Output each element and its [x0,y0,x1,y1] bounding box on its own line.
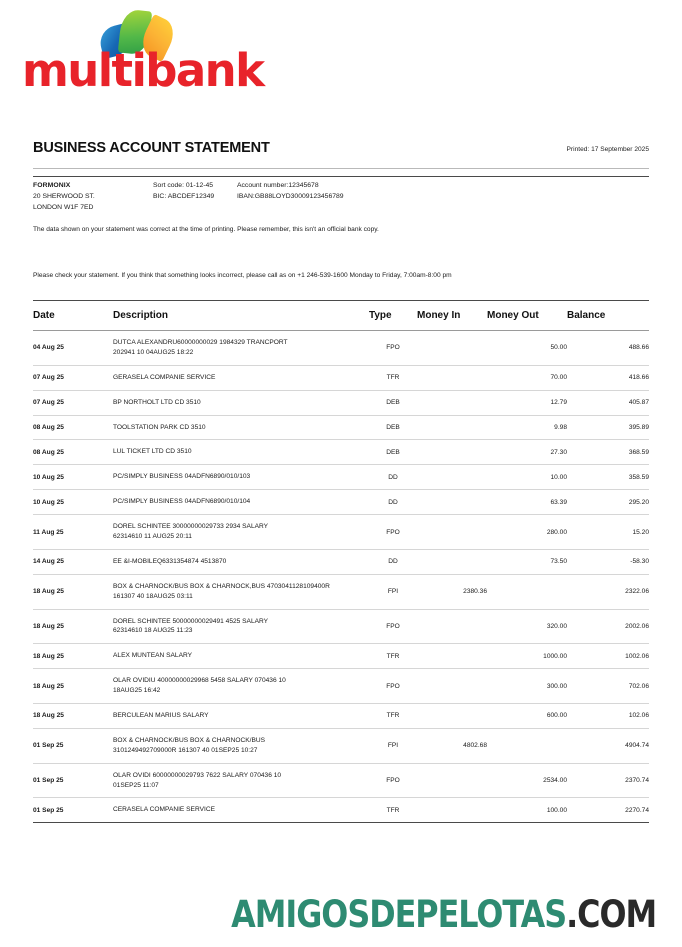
cell-money-in [417,440,487,465]
cell-balance: 2370.74 [567,763,649,798]
table-row [33,549,649,574]
cell-date: 11 Aug 25 [33,515,113,550]
cell-money-in [417,390,487,415]
cell-description [113,415,369,440]
cell-balance: 295.20 [567,490,649,515]
cell-money-in [417,704,487,729]
cell-money-out: 73.50 [487,549,567,574]
cell-type: FPO [369,609,417,644]
table-header [33,301,649,331]
cell-date: 04 Aug 25 [33,331,113,366]
cell-balance: 2002.06 [567,609,649,644]
cell-type: TFR [369,644,417,669]
table-row [33,574,649,609]
cell-description [113,440,369,465]
cell-type: DEB [369,390,417,415]
column-header-type: Type [369,301,417,331]
description-line-1: EE &I-MOBILEQ6331354874 4513870 [113,557,227,565]
cell-date: 10 Aug 25 [33,490,113,515]
cell-money-in: 4802.68 [417,728,487,763]
cell-money-out: 300.00 [487,669,567,704]
printed-date: Printed: 17 September 2025 [566,146,649,153]
cell-balance: 102.06 [567,704,649,729]
cell-money-out: 1000.00 [487,644,567,669]
cell-money-out: 280.00 [487,515,567,550]
transactions-table [33,300,649,823]
cell-date: 01 Sep 25 [33,798,113,823]
cell-description [113,644,369,669]
cell-balance: 2270.74 [567,798,649,823]
account-number: Account number:12345678 [237,182,319,189]
cell-money-out [487,728,567,763]
cell-balance: 15.20 [567,515,649,550]
cell-type: FPO [369,331,417,366]
cell-balance: 2322.06 [567,574,649,609]
description-line-2: 202941 10 04AUG25 18:22 [113,348,194,356]
cell-money-in [417,465,487,490]
table-row [33,490,649,515]
cell-money-out: 600.00 [487,704,567,729]
cell-balance: 405.87 [567,390,649,415]
divider-below-title [33,176,649,177]
cell-date: 08 Aug 25 [33,440,113,465]
cell-type: DEB [369,440,417,465]
cell-money-in [417,798,487,823]
cell-date: 07 Aug 25 [33,390,113,415]
table-row [33,515,649,550]
watermark-name: AMIGOSDEPELOTAS [231,893,566,936]
cell-date: 18 Aug 25 [33,669,113,704]
cell-money-in [417,515,487,550]
cell-balance: 358.59 [567,465,649,490]
address-line-1: 20 SHERWOOD ST. [33,193,95,200]
cell-money-in [417,669,487,704]
table-row [33,440,649,465]
table-row [33,644,649,669]
cell-money-in [417,644,487,669]
table-row [33,669,649,704]
cell-money-in [417,365,487,390]
description-line-1: OLAR OVIDI 60000000029793 7622 SALARY 070436 10 [113,771,282,779]
accuracy-notice: The data shown on your statement was correct at the time of printing. Please remember, this isn't an official bank copy. [33,226,379,233]
description-line-1: ALEX MUNTEAN SALARY [113,652,193,660]
table-header-row [33,301,649,331]
description-line-1: LUL TICKET LTD CD 3510 [113,448,192,456]
cell-date: 10 Aug 25 [33,465,113,490]
iban-code: IBAN:GB88LOYD30009123456789 [237,193,344,200]
description-line-2: 161307 40 18AUG25 03:11 [113,592,193,600]
cell-money-out: 9.98 [487,415,567,440]
cell-description [113,609,369,644]
table-row [33,704,649,729]
cell-type: TFR [369,798,417,823]
cell-description [113,515,369,550]
description-line-1: BP NORTHOLT LTD CD 3510 [113,398,201,406]
bic-code: BIC: ABCDEF12349 [153,193,215,200]
account-numbers [153,180,344,213]
cell-money-in [417,549,487,574]
cell-description [113,728,369,763]
cell-description [113,490,369,515]
cell-description [113,365,369,390]
cell-balance: 1002.06 [567,644,649,669]
cell-money-out: 2534.00 [487,763,567,798]
cell-balance: 418.66 [567,365,649,390]
column-header-money-out: Money Out [487,301,567,331]
cell-money-in [417,609,487,644]
cell-money-in [417,331,487,366]
cell-date: 01 Sep 25 [33,728,113,763]
cell-money-in [417,415,487,440]
table-row [33,728,649,763]
cell-description [113,763,369,798]
cell-money-out: 100.00 [487,798,567,823]
cell-type: FPI [369,728,417,763]
cell-description [113,798,369,823]
table-row [33,798,649,823]
description-line-2: 01SEP25 11:07 [113,781,159,789]
column-header-money-in: Money In [417,301,487,331]
cell-type: DD [369,549,417,574]
cell-balance: 488.66 [567,331,649,366]
table-body [33,331,649,823]
description-line-1: DUTCA ALEXANDRU60000000029 1984329 TRANCPORT [113,339,288,346]
description-line-1: DOREL SCHINTEE 50000000029491 4525 SALARY [113,617,269,625]
cell-type: FPI [369,574,417,609]
cell-type: DD [369,465,417,490]
sort-code: Sort code: 01-12-45 [153,182,214,189]
table-row [33,763,649,798]
cell-description [113,331,369,366]
column-header-balance: Balance [567,301,649,331]
account-row-1 [153,180,344,191]
contact-notice: Please check your statement. If you think that something looks incorrect, please call as on +1 246-539-1600 Monday to Friday, 7:00am-8:00 pm [33,272,452,279]
cell-date: 14 Aug 25 [33,549,113,574]
brand-wordmark: multibank [22,44,264,97]
cell-date: 18 Aug 25 [33,644,113,669]
divider-top [33,168,649,169]
account-holder-name: FORMONIX [33,182,71,189]
description-line-1: TOOLSTATION PARK CD 3510 [113,423,206,431]
cell-balance: 395.89 [567,415,649,440]
description-line-1: PC/SIMPLY BUSINESS 04ADFN6890/010/103 [113,473,251,481]
cell-money-out: 70.00 [487,365,567,390]
description-line-1: PC/SIMPLY BUSINESS 04ADFN6890/010/104 [113,498,251,506]
cell-type: TFR [369,704,417,729]
cell-type: TFR [369,365,417,390]
cell-type: FPO [369,669,417,704]
description-line-1: GERASELA COMPANIE SERVICE [113,373,216,381]
table-row [33,465,649,490]
bank-logo [22,8,282,100]
cell-money-out: 50.00 [487,331,567,366]
table-row [33,609,649,644]
column-header-date: Date [33,301,113,331]
description-line-1: BOX & CHARNOCK/BUS BOX & CHARNOCK/BUS [113,736,266,744]
cell-money-out: 10.00 [487,465,567,490]
cell-balance: 4904.74 [567,728,649,763]
cell-money-out [487,574,567,609]
cell-description [113,704,369,729]
cell-date: 18 Aug 25 [33,609,113,644]
description-line-1: BERCULEAN MARIUS SALARY [113,712,209,720]
description-line-1: CERASELA COMPANIE SERVICE [113,806,215,814]
cell-balance: 702.06 [567,669,649,704]
description-line-1: OLAR OVIDIU 40000000029968 5458 SALARY 070436 10 [113,677,286,685]
table-row [33,331,649,366]
cell-balance: 368.59 [567,440,649,465]
cell-type: DD [369,490,417,515]
cell-description [113,549,369,574]
cell-type: FPO [369,515,417,550]
cell-date: 18 Aug 25 [33,704,113,729]
cell-description [113,390,369,415]
cell-money-out: 63.39 [487,490,567,515]
title-row [33,140,649,156]
transactions-table-wrap [33,300,649,823]
watermark-tld: .COM [565,893,656,936]
account-row-2 [153,191,344,202]
column-header-description: Description [113,301,369,331]
description-line-2: 62314610 11 AUG25 20:11 [113,533,192,541]
description-line-2: 62314610 18 AUG25 11:23 [113,627,193,635]
cell-money-in [417,490,487,515]
cell-money-out: 12.79 [487,390,567,415]
cell-description [113,465,369,490]
site-watermark [231,893,656,936]
description-line-1: DOREL SCHINTEE 30000000029733 2934 SALARY [113,523,269,531]
page-title: BUSINESS ACCOUNT STATEMENT [33,140,270,156]
table-row [33,415,649,440]
description-line-2: 3101249492709000R 161307 40 01SEP25 10:27 [113,746,258,754]
cell-date: 07 Aug 25 [33,365,113,390]
cell-money-in [417,763,487,798]
address-line-2: LONDON W1F 7ED [33,204,94,211]
cell-type: DEB [369,415,417,440]
cell-balance: -58.30 [567,549,649,574]
cell-description [113,669,369,704]
cell-type: FPO [369,763,417,798]
description-line-1: BOX & CHARNOCK/BUS BOX & CHARNOCK,BUS 4703041128109400R [113,582,330,590]
description-line-2: 18AUG25 16:42 [113,687,161,695]
cell-money-out: 27.30 [487,440,567,465]
table-row [33,365,649,390]
cell-money-in: 2380.36 [417,574,487,609]
cell-money-out: 320.00 [487,609,567,644]
cell-date: 18 Aug 25 [33,574,113,609]
cell-date: 01 Sep 25 [33,763,113,798]
account-holder-address [33,180,153,213]
account-info-block [33,180,649,213]
cell-date: 08 Aug 25 [33,415,113,440]
cell-description [113,574,369,609]
table-row [33,390,649,415]
